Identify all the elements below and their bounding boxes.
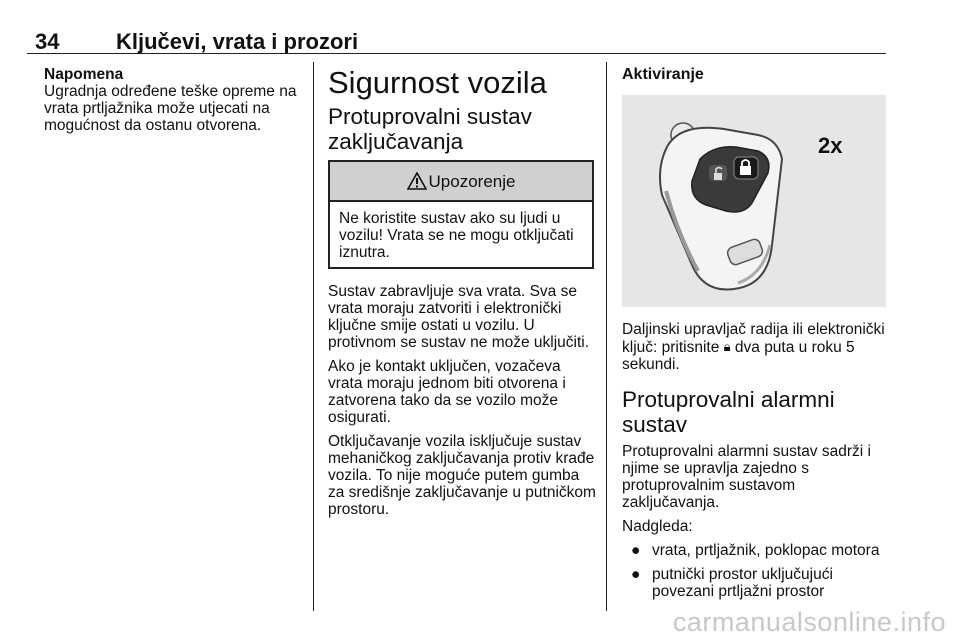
caption-part-2: dva puta u roku 5 sekundi. xyxy=(622,339,855,373)
note-text: Ugradnja određene teške opreme na vrata prtljažnika može utjecati na mogućnost da ostanu otvorena. xyxy=(44,83,297,134)
warning-header xyxy=(330,162,592,202)
warning-box xyxy=(328,160,594,269)
warning-title: Upozorenje xyxy=(428,171,516,191)
figure-label: 2x xyxy=(818,133,843,158)
bullet-dot: ● xyxy=(631,542,641,559)
paragraph-2: Ako je kontakt uključen, vozačeva vrata moraju jednom biti otvorena i zatvorena tako da se vozilo može osigurati. xyxy=(328,358,566,426)
chapter-title: Ključevi, vrata i prozori xyxy=(116,29,359,54)
monitor-label: Nadgleda: xyxy=(622,518,693,535)
bullet-dot: ● xyxy=(631,566,641,583)
warning-text: Ne koristite sustav ako su ljudi u vozilu! Vrata se ne mogu otključati iznutra. xyxy=(339,210,574,261)
figure-caption xyxy=(622,321,888,373)
list-item-text: vrata, prtljažnik, poklopac motora xyxy=(652,542,880,559)
note-title: Napomena xyxy=(44,66,124,83)
paragraph-3: Otključavanje vozila isključuje sustav mehaničkog zaključavanja protiv krađe vozila. To nije moguće putem gumba za središnje zaključavanje u putničkom prostoru. xyxy=(328,433,596,518)
list-item xyxy=(622,542,888,559)
page-number: 34 xyxy=(35,29,60,54)
list-item xyxy=(622,566,888,600)
column-divider-right xyxy=(606,62,607,611)
page-header xyxy=(27,29,886,54)
monitor-list xyxy=(622,542,888,600)
key-fob-figure xyxy=(622,95,886,307)
alarm-paragraph: Protuprovalni alarmni sustav sadrži i njime se upravlja zajedno s protuprovalnim sustavom zaključavanja. xyxy=(622,443,871,511)
column-left xyxy=(44,66,306,141)
alarm-heading: Protuprovalni alarmni sustav xyxy=(622,387,835,437)
section-heading: Sigurnost vozila xyxy=(328,65,547,100)
activation-title: Aktiviranje xyxy=(622,66,704,83)
column-right xyxy=(622,66,888,607)
warning-triangle-icon xyxy=(407,172,427,190)
lock-icon: 🔒︎ xyxy=(723,339,731,354)
column-divider-left xyxy=(313,62,314,611)
caption-part-1: Daljinski upravljač radija ili elektronički ključ: pritisnite xyxy=(622,321,885,356)
key-fob-illustration xyxy=(622,95,886,307)
column-middle xyxy=(328,66,596,525)
list-item-text: putnički prostor uključujući povezani prtljažni prostor xyxy=(652,566,833,600)
paragraph-1: Sustav zabravljuje sva vrata. Sva se vrata moraju zatvoriti i elektronički ključne smije ostati u vozilu. U protivnom se sustav ne može uključiti. xyxy=(328,283,590,351)
watermark: carmanualsonline.info xyxy=(672,607,946,637)
section-subheading: Protuprovalni sustav zaključavanja xyxy=(328,104,532,154)
